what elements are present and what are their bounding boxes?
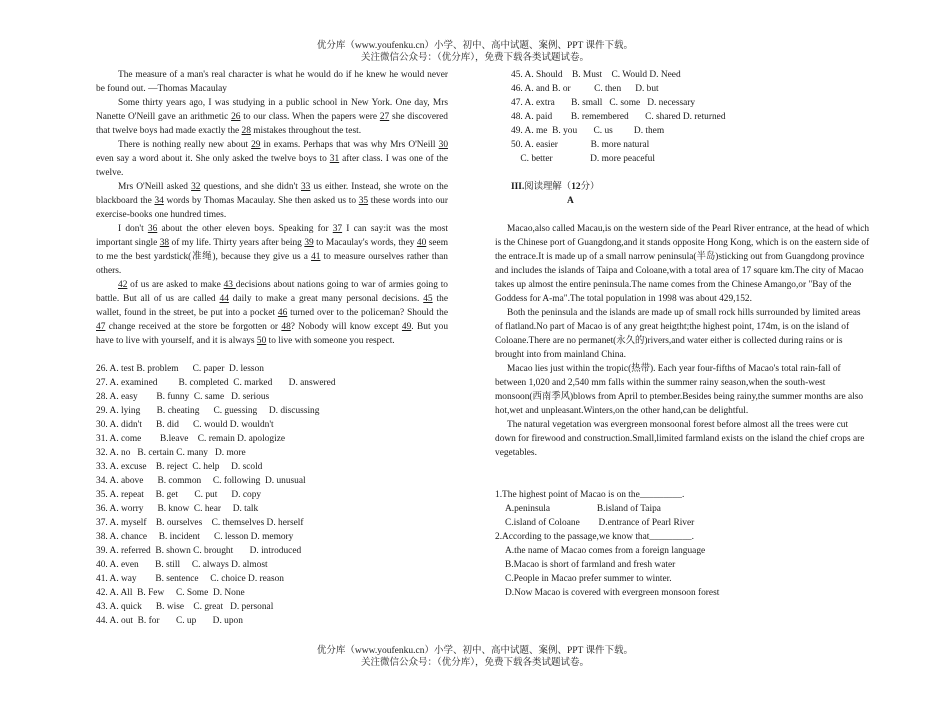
option-row-36: 36. A. worry B. know C. hear D. talk	[96, 504, 259, 514]
spacer	[96, 348, 448, 362]
blank-33: 33	[300, 182, 311, 192]
footer-line-1: 优分库（www.youfenku.cn）小学、初中、高中试题、案例、PPT 课件下载。	[316, 646, 634, 656]
cloze-paragraph-5: I don't 36 about the other eleven boys. Speaking for 37 I can say:it was the most important single 38 of my life. Thirty years after being 39 to Macaulay's words, they 40 seem to me the best yardstick(准绳), because they give us a 41 to measure ourselves rather than others.	[96, 224, 448, 276]
blank-42: 42	[118, 280, 128, 290]
blank-44: 44	[219, 294, 229, 304]
option-row-46: 46. A. and B. or C. then D. but	[511, 84, 659, 94]
left-column	[96, 68, 448, 628]
option-row-30: 30. A. didn't B. did C. would D. wouldn't	[96, 420, 274, 430]
passage-letter: A	[567, 196, 574, 206]
footer-line-2: 关注微信公众号：（优分库），免费下载各类试题试卷。	[360, 658, 589, 668]
option-row-39: 39. A. referred B. shown C. brought D. introduced	[96, 546, 302, 556]
question-option-row: A.peninsula B.island of Taipa	[505, 504, 661, 514]
spacer	[495, 166, 870, 180]
question-option-row: C.island of Coloane D.entrance of Pearl River	[505, 518, 695, 528]
spacer	[495, 474, 870, 488]
option-row-28: 28. A. easy B. funny C. same D. serious	[96, 392, 270, 402]
blank-49: 49	[401, 322, 412, 332]
header-line-2: 关注微信公众号：（优分库），免费下载各类试题试卷。	[360, 53, 589, 63]
page-footer	[0, 645, 950, 669]
reading-paragraph-1: Macao,also called Macau,is on the western side of the Pearl River entrance, at the head of which is the Chinese port of Guangdong,and it stands opposite Hong Kong, which is on the eastern side of the entrace.It is made up of a small narrow peninsula(半岛)sticking out from Guangdong province and includes the islands of Taipa and Coloane,with a total area of 17 square km.The city of Macao takes up almost the entire peninsula.The name comes from the Chinese Amango,or "Bay of the Goddess for A-ma".The total population in 1998 was about 429,152.	[495, 224, 870, 304]
blank-34: 34	[154, 196, 164, 206]
option-row-40: 40. A. even B. still C. always D. almost	[96, 560, 268, 570]
spacer	[495, 460, 870, 474]
reading-paragraph-4: The natural vegetation was evergreen monsoonal forest before almost all the trees were cut down for firewood and construction.Small,limited farmland exists on the island the chief crops are vegetables.	[495, 420, 865, 458]
blank-32: 32	[191, 182, 201, 192]
cloze-paragraph-3: There is nothing really new about 29 in exams. Perhaps that was why Mrs O'Neill 30 even say a word about it. She only asked the twelve boys to 31 after class. I was one of the twelve.	[96, 140, 448, 178]
option-row-32: 32. A. no B. certain C. many D. more	[96, 448, 246, 458]
blank-37: 37	[332, 224, 343, 234]
page-header	[0, 40, 950, 64]
cloze-paragraph-6: 42 of us are asked to make 43 decisions about nations going to war of armies going to battle. But all of us are called 44 daily to make a great many personal decisions. 45 the wallet, found in the street, be put into a pocket 46 turned over to the policeman? Should the 47 change received at the store be forgotten or 48? Nobody will know except 49. But you have to live with yourself, and it is always 50 to live with someone you respect.	[96, 280, 449, 346]
question-option: B.Macao is short of farmland and fresh water	[505, 560, 676, 570]
blank-46: 46	[277, 308, 288, 318]
blank-50: 50	[256, 336, 267, 346]
blank-36: 36	[147, 224, 158, 234]
option-row-33: 33. A. excuse B. reject C. help D. scold	[96, 462, 263, 472]
blank-48: 48	[281, 322, 291, 332]
question-option: D.Now Macao is covered with evergreen monsoon forest	[505, 588, 720, 598]
blank-39: 39	[304, 238, 314, 248]
blank-45: 45	[423, 294, 433, 304]
question-option: A.the name of Macao comes from a foreign language	[505, 546, 706, 556]
right-column	[495, 68, 870, 600]
blank-27: 27	[379, 112, 390, 122]
question-option: C.People in Macao prefer summer to winter.	[505, 574, 672, 584]
cloze-options-left	[96, 362, 448, 628]
option-row-47: 47. A. extra B. small C. some D. necessary	[511, 98, 696, 108]
blank-38: 38	[159, 238, 170, 248]
cloze-paragraph-4: Mrs O'Neill asked 32 questions, and she didn't 33 us either. Instead, she wrote on the blackboard the 34 words by Thomas Macaulay. She then asked us to 35 these words into our exercise-books one hundred times.	[96, 182, 448, 220]
question-1	[495, 488, 870, 530]
option-row-31: 31. A. come B.leave C. remain D. apologize	[96, 434, 286, 444]
blank-30: 30	[438, 140, 448, 150]
blank-41: 41	[311, 252, 321, 262]
cloze-options-right	[495, 68, 870, 166]
header-line-1: 优分库（www.youfenku.cn）小学、初中、高中试题、案例、PPT 课件下载。	[316, 41, 634, 51]
question-stem: 1.The highest point of Macao is on the_________.	[495, 490, 685, 500]
blank-29: 29	[251, 140, 261, 150]
option-row-50b: C. better D. more peaceful	[511, 154, 655, 164]
option-row-43: 43. A. quick B. wise C. great D. personal	[96, 602, 274, 612]
option-row-26: 26. A. test B. problem C. paper D. lesson	[96, 364, 264, 374]
option-row-34: 34. A. above B. common C. following D. unusual	[96, 476, 306, 486]
reading-paragraph-2: Both the peninsula and the islands are made up of small rock hills surrounded by limited areas of flatland.No part of Macao is of any great heigtht;the highest point, 174m, is on the island of Coloane.There are no permanet(永久的)rivers,and water either is collected during rains or is brought into from mainland China.	[495, 308, 861, 360]
blank-31: 31	[329, 154, 340, 164]
cloze-paragraph-2: Some thirty years ago, I was studying in a public school in New York. One day, Mrs Nanette O'Neill gave an arithmetic 26 to our class. When the papers were 27 she discovered that twelve boys had made exactly the 28 mistakes throughout the test.	[96, 98, 448, 136]
spacer	[495, 208, 870, 222]
blank-35: 35	[358, 196, 369, 206]
option-row-35: 35. A. repeat B. get C. put D. copy	[96, 490, 262, 500]
reading-paragraph-3: Macao lies just within the tropic(热带). Each year four-fifths of Macao's total rain-fall of between 1,020 and 2,540 mm falls within the summer rainy season,when the south-west monsoon(西南季风)blows from April to ptember.Besides being rainy,the summer months are also hot,wet and unpleasant.Winters,on the other hand,can be delightful.	[495, 364, 864, 416]
option-row-44: 44. A. out B. for C. up D. upon	[96, 616, 243, 626]
question-2	[495, 530, 870, 600]
option-row-48: 48. A. paid B. remembered C. shared D. returned	[511, 112, 726, 122]
cloze-quote: The measure of a man's real character is what he would do if he knew he would never be found out. —Thomas Macaulay	[96, 70, 448, 94]
option-row-41: 41. A. way B. sentence C. choice D. reason	[96, 574, 284, 584]
option-row-42: 42. A. All B. Few C. Some D. None	[96, 588, 245, 598]
option-row-27: 27. A. examined B. completed C. marked D. answered	[96, 378, 336, 388]
blank-43: 43	[223, 280, 236, 290]
section-title-reading: III.阅读理解（12分）	[511, 182, 600, 192]
blank-40: 40	[416, 238, 427, 248]
option-row-50: 50. A. easier B. more natural	[511, 140, 650, 150]
option-row-45: 45. A. Should B. Must C. Would D. Need	[511, 70, 681, 80]
option-row-38: 38. A. chance B. incident C. lesson D. memory	[96, 532, 294, 542]
question-stem: 2.According to the passage,we know that_________.	[495, 532, 694, 542]
option-row-37: 37. A. myself B. ourselves C. themselves D. herself	[96, 518, 304, 528]
blank-47: 47	[96, 322, 106, 332]
blank-28: 28	[241, 126, 251, 136]
option-row-49: 49. A. me B. you C. us D. them	[511, 126, 665, 136]
option-row-29: 29. A. lying B. cheating C. guessing D. discussing	[96, 406, 320, 416]
blank-26: 26	[231, 112, 241, 122]
